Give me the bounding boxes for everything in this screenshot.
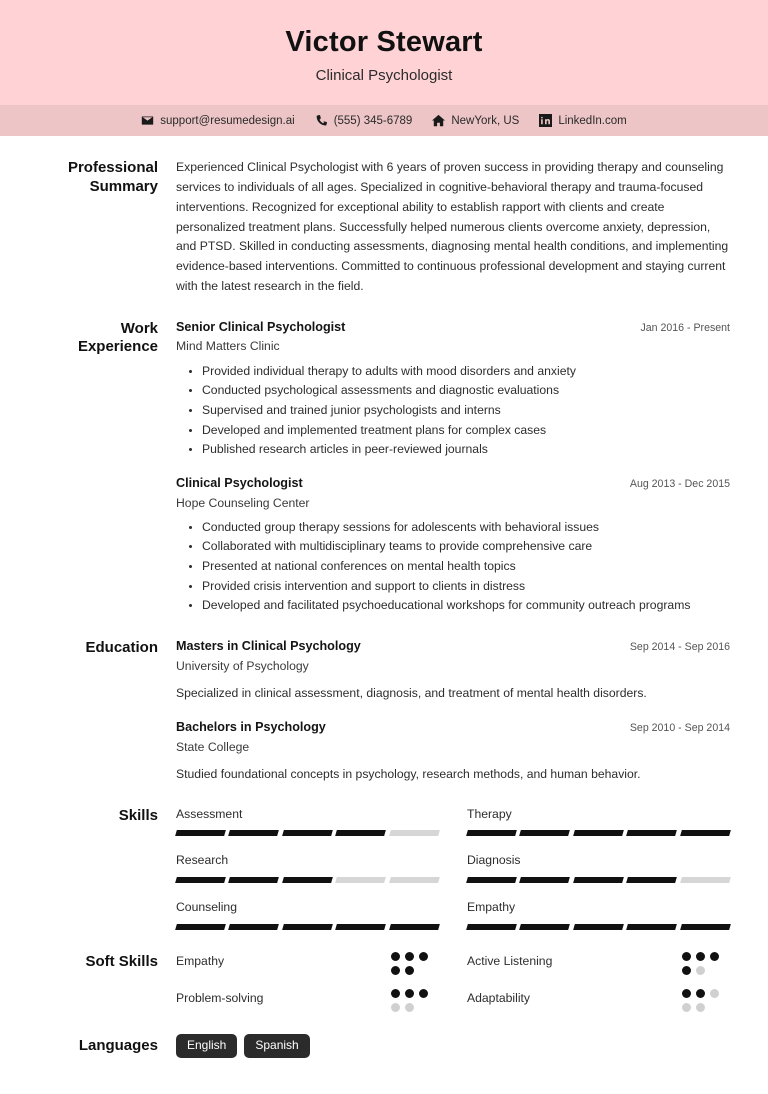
education-entry-title: Bachelors in Psychology	[176, 719, 326, 734]
list-item: • Collaborated with multidisciplinary teams to provide comprehensive care	[202, 537, 730, 556]
soft-skill-name: Active Listening	[467, 953, 553, 968]
skill-segment	[520, 877, 571, 883]
contact-location[interactable]	[432, 114, 519, 127]
soft-skills-column-left	[176, 952, 439, 1012]
contact-linkedin[interactable]	[539, 114, 626, 127]
skill-segment	[680, 924, 731, 930]
work-entry-head	[176, 319, 730, 337]
work-entry-date: Aug 2013 - Dec 2015	[629, 477, 730, 490]
education-entry-title: Masters in Clinical Psychology	[176, 639, 361, 654]
skill-segment	[282, 877, 333, 883]
list-item: • Developed and facilitated psychoeducational workshops for community outreach programs	[202, 596, 730, 615]
skill-segment	[175, 830, 226, 836]
contact-email-text: support@resumedesign.ai	[160, 114, 295, 127]
skill-level-bar	[176, 924, 439, 930]
skill-item	[467, 899, 730, 930]
skill-level-bar	[176, 877, 439, 883]
skill-segment	[573, 924, 624, 930]
section-languages	[38, 1034, 730, 1058]
skill-name: Counseling	[176, 900, 237, 915]
rating-dot	[696, 952, 705, 961]
rating-dot	[391, 966, 400, 975]
rating-dot	[419, 989, 428, 998]
list-item: • Presented at national conferences on mental health topics	[202, 557, 730, 576]
skill-segment	[520, 830, 571, 836]
soft-skills-body	[176, 952, 730, 1012]
skills-column-right	[467, 806, 730, 930]
section-professional-summary	[38, 158, 730, 296]
soft-skill-rating	[391, 952, 439, 975]
rating-dot	[710, 989, 719, 998]
work-entry-title: Senior Clinical Psychologist	[176, 319, 346, 334]
skill-name: Research	[176, 853, 229, 868]
skill-segment	[229, 924, 280, 930]
education-entry-head	[176, 638, 730, 656]
skill-segment	[282, 924, 333, 930]
skill-level-bar	[467, 924, 730, 930]
section-work-experience	[38, 319, 730, 616]
rating-dot	[419, 952, 428, 961]
contact-bar	[0, 105, 768, 136]
section-label-soft-skills: Soft Skills	[85, 952, 158, 970]
skill-segment	[573, 877, 624, 883]
resume-header	[0, 0, 768, 105]
skill-name: Diagnosis	[467, 853, 521, 868]
list-item: • Provided individual therapy to adults with mood disorders and anxiety	[202, 362, 730, 381]
education-entry-organization: State College	[176, 739, 250, 754]
language-tag: English	[176, 1034, 237, 1058]
soft-skill-item	[467, 989, 730, 1012]
skill-segment	[335, 924, 386, 930]
work-entry-title: Clinical Psychologist	[176, 475, 303, 490]
work-entry-date: Jan 2016 - Present	[640, 321, 730, 334]
linkedin-icon	[539, 114, 552, 127]
skill-segment	[573, 830, 624, 836]
skill-level-bar	[467, 830, 730, 836]
work-entry	[176, 319, 730, 459]
skill-name: Therapy	[467, 806, 512, 821]
skill-segment	[282, 830, 333, 836]
contact-phone-text: (555) 345-6789	[333, 114, 413, 127]
skill-segment	[389, 877, 440, 883]
section-skills	[38, 806, 730, 930]
education-entry-date: Sep 2010 - Sep 2014	[629, 721, 730, 734]
work-entry-bullets	[176, 362, 730, 459]
list-item: • Published research articles in peer-reviewed journals	[202, 440, 730, 459]
education-entry-date: Sep 2014 - Sep 2016	[629, 641, 730, 654]
rating-dot	[682, 966, 691, 975]
rating-dot	[405, 989, 414, 998]
soft-skill-item	[467, 952, 730, 975]
envelope-icon	[141, 114, 154, 127]
skill-segment	[466, 830, 517, 836]
skill-segment	[680, 877, 731, 883]
skill-segment	[229, 877, 280, 883]
rating-dot	[696, 989, 705, 998]
soft-skill-rating	[682, 952, 730, 975]
skill-segment	[520, 924, 571, 930]
skill-name: Assessment	[176, 806, 243, 821]
rating-dot	[405, 966, 414, 975]
skill-segment	[175, 924, 226, 930]
skill-item	[176, 852, 439, 883]
rating-dot	[682, 1003, 691, 1012]
soft-skills-column-right	[467, 952, 730, 1012]
summary-text: Experienced Clinical Psychologist with 6 years of proven success in providing therapy and counseling services to individuals of all ages. Specialized in cognitive-behavioral therapy and trauma-focused interventions. Recognized for exceptional ability to establish rapport with clients and create personalized treatment plans. Successfully helped numerous clients overcome anxiety, depression, and PTSD. Skilled in conducting assessments, diagnosing mental health conditions, and implementing evidence-based interventions. Committed to continuous professional development and staying current with the latest research in the field.	[176, 160, 729, 293]
rating-dot	[682, 989, 691, 998]
rating-dot	[696, 1003, 705, 1012]
work-entry-organization: Mind Matters Clinic	[176, 339, 280, 354]
education-entry-head	[176, 719, 730, 737]
skills-column-left	[176, 806, 439, 930]
skill-segment	[335, 830, 386, 836]
skill-segment	[389, 830, 440, 836]
list-item: • Conducted psychological assessments and diagnostic evaluations	[202, 381, 730, 400]
education-entry-description: Studied foundational concepts in psychology, research methods, and human behavior.	[176, 766, 641, 781]
skill-item	[467, 806, 730, 837]
page-title: Victor Stewart	[285, 26, 483, 58]
section-label-languages: Languages	[78, 1036, 158, 1054]
skill-segment	[229, 830, 280, 836]
contact-email[interactable]	[141, 114, 294, 127]
soft-skill-item	[176, 989, 439, 1012]
skill-level-bar	[176, 830, 439, 836]
section-label-work: Work Experience	[77, 319, 158, 356]
language-tag: Spanish	[244, 1034, 309, 1058]
phone-icon	[315, 114, 328, 127]
education-entry	[176, 638, 730, 703]
rating-dot	[391, 989, 400, 998]
contact-phone[interactable]	[315, 114, 413, 127]
education-entry	[176, 719, 730, 784]
list-item: • Supervised and trained junior psychologists and interns	[202, 401, 730, 420]
soft-skills-columns	[176, 952, 730, 1012]
language-tag-list	[176, 1034, 730, 1058]
rating-dot	[405, 1003, 414, 1012]
section-label-skills: Skills	[118, 806, 158, 824]
skill-segment	[626, 830, 677, 836]
list-item: • Developed and implemented treatment plans for complex cases	[202, 421, 730, 440]
section-label-education: Education	[85, 639, 158, 657]
work-body	[176, 319, 730, 616]
work-entry-head	[176, 475, 730, 493]
resume-body	[0, 136, 768, 1093]
work-entry	[176, 475, 730, 615]
skill-segment	[626, 924, 677, 930]
job-title: Clinical Psychologist	[315, 67, 453, 85]
skill-name: Empathy	[467, 900, 516, 915]
list-item: • Conducted group therapy sessions for adolescents with behavioral issues	[202, 518, 730, 537]
soft-skill-rating	[682, 989, 730, 1012]
rating-dot	[391, 1003, 400, 1012]
education-entry-description: Specialized in clinical assessment, diagnosis, and treatment of mental health disorders.	[176, 686, 647, 701]
home-icon	[432, 114, 445, 127]
rating-dot	[682, 952, 691, 961]
skill-segment	[680, 830, 731, 836]
work-entry-organization: Hope Counseling Center	[176, 495, 310, 510]
skill-segment	[626, 877, 677, 883]
skill-item	[176, 899, 439, 930]
education-entry-organization: University of Psychology	[176, 658, 309, 673]
skill-segment	[335, 877, 386, 883]
skill-item	[467, 852, 730, 883]
skill-segment	[466, 924, 517, 930]
skill-level-bar	[467, 877, 730, 883]
soft-skill-name: Adaptability	[467, 990, 531, 1005]
rating-dot	[710, 952, 719, 961]
contact-location-text: NewYork, US	[451, 114, 520, 127]
contact-linkedin-text: LinkedIn.com	[558, 114, 627, 127]
languages-body	[176, 1034, 730, 1058]
summary-body	[176, 158, 730, 296]
section-soft-skills	[38, 952, 730, 1012]
soft-skill-rating	[391, 989, 439, 1012]
soft-skill-name: Problem-solving	[176, 990, 264, 1005]
rating-dot	[696, 966, 705, 975]
skill-segment	[175, 877, 226, 883]
rating-dot	[391, 952, 400, 961]
skill-item	[176, 806, 439, 837]
work-entry-bullets	[176, 518, 730, 615]
skill-segment	[466, 877, 517, 883]
soft-skill-item	[176, 952, 439, 975]
skills-columns	[176, 806, 730, 930]
section-label-summary: Professional Summary	[67, 159, 158, 196]
skill-segment	[389, 924, 440, 930]
rating-dot	[405, 952, 414, 961]
soft-skill-name: Empathy	[176, 953, 225, 968]
skills-body	[176, 806, 730, 930]
section-education	[38, 638, 730, 784]
education-body	[176, 638, 730, 784]
list-item: • Provided crisis intervention and support to clients in distress	[202, 577, 730, 596]
